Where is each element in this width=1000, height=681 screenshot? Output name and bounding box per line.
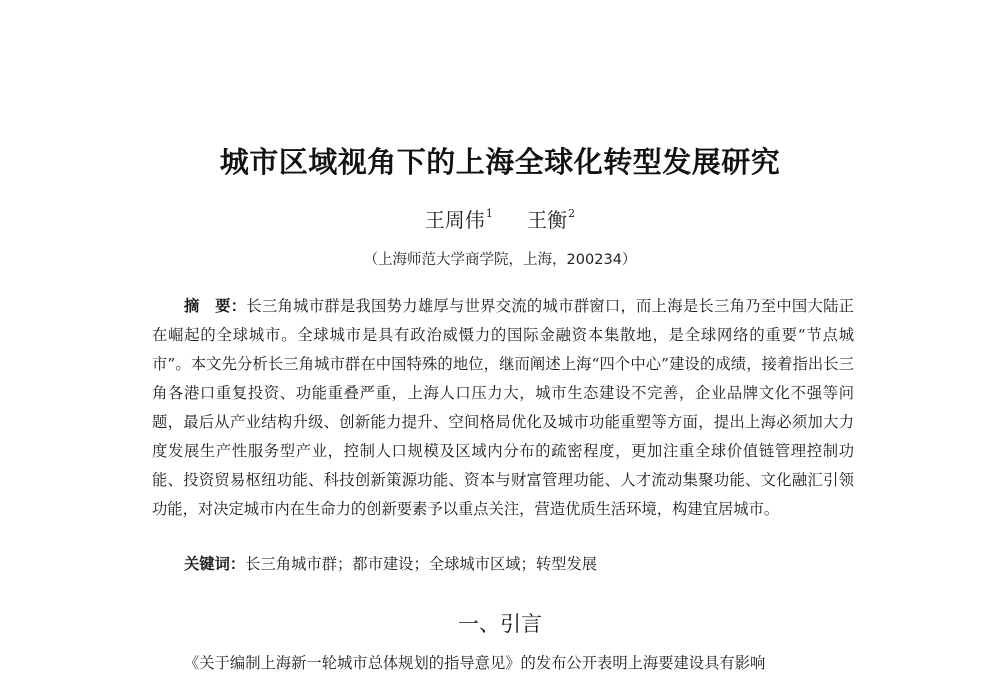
section-heading-introduction: 一、引言 [458,612,542,636]
author-superscript: 1 [485,207,493,220]
abstract-label: 摘 要： [184,297,247,315]
author-list [0,204,1000,233]
author-1 [425,204,493,233]
abstract-paragraph [152,292,854,524]
author-affiliation: （上海师范大学商学院，上海，200234） [363,252,637,268]
author-superscript: 2 [568,207,576,220]
keywords-label: 关键词： [184,555,246,573]
keywords-line [152,550,854,579]
paper-title: 城市区域视角下的上海全球化转型发展研究 [219,145,781,179]
author-name: 王周伟 [424,208,485,232]
author-name: 王衡 [527,208,568,232]
keywords-text: 长三角城市群；都市建设；全球城市区域；转型发展 [245,555,598,573]
author-2 [527,204,575,233]
abstract-text: 长三角城市群是我国势力雄厚与世界交流的城市群窗口，而上海是长三角乃至中国大陆正在崛起的全球城市。全球城市是具有政治威慑力的国际金融资本集散地，是全球网络的重要“节点城市”。本文先分析长三角城市群在中国特殊的地位，继而阐述上海“四个中心”建设的成绩，接着指出长三角各港口重复投资、功能重叠严重，上海人口压力大，城市生态建设不完善，企业品牌文化不强等问题，最后从产业结构升级、创新能力提升、空间格局优化及城市功能重塑等方面，提出上海必须加大力度发展生产性服务型产业，控制人口规模及区域内分布的疏密程度，更加注重全球价值链管理控制功能、投资贸易枢纽功能、科技创新策源功能、资本与财富管理功能、人才流动集聚功能、文化融汇引领功能，对决定城市内在生命力的创新要素予以重点关注，营造优质生活环境，构建宜居城市。 [152,297,854,518]
introduction-paragraph: 《关于编制上海新一轮城市总体规划的指导意见》的发布公开表明上海要建设具有影响 [184,654,766,672]
